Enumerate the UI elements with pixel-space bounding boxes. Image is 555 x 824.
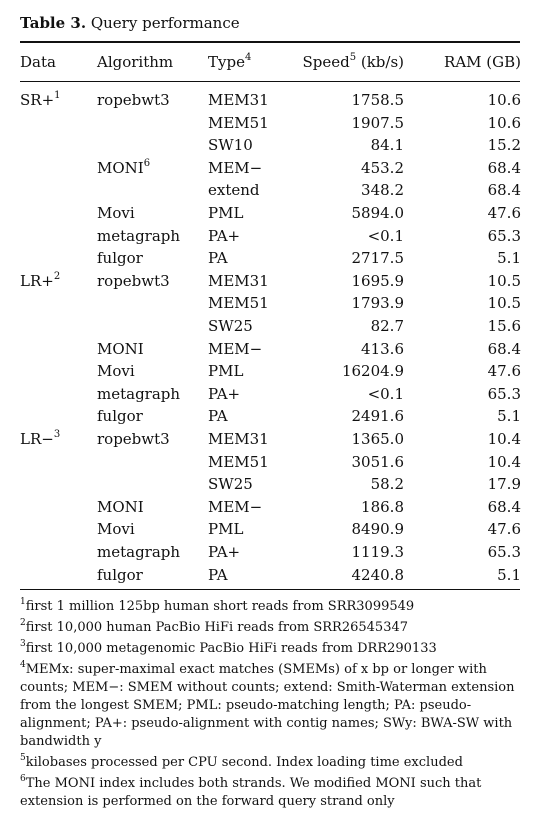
cell-ram: 68.4 (487, 158, 521, 177)
cell-speed: <0.1 (367, 226, 404, 245)
cell-ram: 10.4 (487, 452, 521, 471)
cell-speed: 453.2 (361, 158, 404, 177)
cell-ram: 68.4 (487, 339, 521, 358)
cell-ram: 68.4 (487, 497, 521, 516)
cell-algorithm: MONI (97, 339, 144, 358)
cell-speed: 2491.6 (351, 407, 404, 426)
cell-type: MEM31 (208, 91, 269, 109)
header-ram: RAM (GB) (444, 53, 521, 71)
cell-type: PML (208, 362, 244, 381)
cell-ram: 5.1 (497, 249, 521, 268)
header-type: Type$^4$ (208, 52, 252, 71)
cell-speed: 1365.0 (351, 430, 404, 448)
table-caption (20, 14, 240, 32)
cell-ram: 65.3 (487, 226, 521, 245)
caption-label: Table 3. (20, 14, 87, 32)
cell-ram: 68.4 (487, 181, 521, 200)
cell-type: PA+ (208, 226, 241, 245)
table-footnotes (20, 598, 525, 814)
cell-algorithm: Movi (97, 204, 135, 222)
cell-type: MEM51 (208, 452, 269, 471)
cell-ram: 10.5 (487, 271, 521, 290)
cell-ram: 47.6 (487, 204, 521, 222)
cell-type: MEM51 (208, 113, 269, 132)
header-algorithm: Algorithm (97, 53, 174, 71)
cell-ram: 5.1 (497, 407, 521, 426)
cell-speed: 58.2 (370, 475, 404, 494)
cell-algorithm: MONI (97, 497, 144, 516)
cell-type: PA (208, 249, 228, 268)
cell-data: SR+$^1$ (20, 90, 61, 109)
caption-text: Query performance (90, 14, 240, 32)
header-speed: Speed$^5$ (kb/s) (302, 52, 404, 71)
cell-speed: 2717.5 (351, 249, 404, 268)
cell-ram: 15.6 (487, 317, 521, 335)
cell-algorithm: metagraph (97, 384, 181, 403)
cell-speed: 1695.9 (351, 271, 404, 290)
cell-type: PA+ (208, 384, 241, 403)
cell-ram: 10.6 (487, 91, 521, 109)
footnote: $^3$first 10,000 metagenomic PacBio HiFi reads from DRR290133 (20, 638, 437, 656)
cell-type: PA (208, 565, 228, 584)
cell-type: MEM− (208, 158, 263, 177)
cell-type: SW25 (208, 317, 253, 335)
cell-speed: 1907.5 (351, 113, 404, 132)
header-rule (20, 81, 520, 82)
cell-speed: 82.7 (370, 317, 404, 335)
cell-type: MEM− (208, 339, 263, 358)
cell-speed: <0.1 (367, 384, 404, 403)
cell-algorithm: fulgor (97, 565, 143, 584)
footnote: $^2$first 10,000 human PacBio HiFi reads from SRR26545347 (20, 617, 409, 635)
cell-type: SW25 (208, 475, 253, 494)
cell-algorithm: MONI$^6$ (97, 157, 151, 177)
cell-type: MEM− (208, 497, 263, 516)
top-rule (20, 41, 520, 43)
cell-algorithm: Movi (97, 520, 135, 539)
cell-algorithm: metagraph (97, 226, 181, 245)
footnote: $^6$The MONI index includes both strands. We modified MONI such that extension is performed on the forward query strand only (20, 773, 482, 809)
cell-ram: 10.5 (487, 294, 521, 313)
cell-speed: 8490.9 (351, 520, 404, 539)
cell-speed: 413.6 (361, 339, 404, 358)
cell-algorithm: fulgor (97, 249, 143, 268)
cell-ram: 10.6 (487, 113, 521, 132)
cell-ram: 65.3 (487, 543, 521, 561)
cell-algorithm: Movi (97, 362, 135, 381)
header-data: Data (20, 53, 56, 71)
cell-speed: 348.2 (361, 181, 404, 200)
cell-type: PA+ (208, 543, 241, 561)
cell-data: LR−$^3$ (20, 429, 61, 448)
cell-speed: 3051.6 (351, 452, 404, 471)
cell-speed: 5894.0 (351, 204, 404, 222)
cell-ram: 5.1 (497, 565, 521, 584)
bottom-rule (20, 589, 520, 590)
cell-algorithm: metagraph (97, 543, 181, 561)
footnote: $^1$first 1 million 125bp human short reads from SRR3099549 (20, 596, 415, 614)
cell-type: MEM31 (208, 271, 269, 290)
cell-type: PML (208, 520, 244, 539)
cell-speed: 84.1 (370, 136, 404, 155)
cell-algorithm: ropebwt3 (97, 430, 170, 448)
cell-type: PML (208, 204, 244, 222)
cell-ram: 15.2 (487, 136, 521, 155)
cell-ram: 47.6 (487, 520, 521, 539)
cell-data: LR+$^2$ (20, 270, 61, 290)
cell-speed: 16204.9 (341, 362, 404, 381)
cell-speed: 186.8 (361, 497, 404, 516)
cell-type: SW10 (208, 136, 253, 155)
cell-ram: 17.9 (487, 475, 521, 494)
cell-type: extend (208, 181, 260, 200)
cell-speed: 1758.5 (351, 91, 404, 109)
cell-ram: 10.4 (487, 430, 521, 448)
cell-type: MEM31 (208, 430, 269, 448)
footnote: $^5$kilobases processed per CPU second. Index loading time excluded (20, 752, 463, 770)
cell-algorithm: fulgor (97, 407, 143, 426)
cell-algorithm: ropebwt3 (97, 271, 170, 290)
cell-speed: 4240.8 (351, 565, 404, 584)
cell-ram: 65.3 (487, 384, 521, 403)
cell-algorithm: ropebwt3 (97, 91, 170, 109)
cell-speed: 1793.9 (351, 294, 404, 313)
cell-type: PA (208, 407, 228, 426)
cell-speed: 1119.3 (351, 543, 404, 561)
footnote: $^4$MEMx: super-maximal exact matches (SMEMs) of x bp or longer with counts; MEM−: SMEM without counts; extend: Smith-Waterman extension from the longest SMEM; PML: pseudo-matching length; PA: pseudo-alignment; PA+: pseudo-alignment with contig names; SWy: BWA-SW with bandwidth y (20, 659, 515, 749)
cell-ram: 47.6 (487, 362, 521, 381)
cell-type: MEM51 (208, 294, 269, 313)
